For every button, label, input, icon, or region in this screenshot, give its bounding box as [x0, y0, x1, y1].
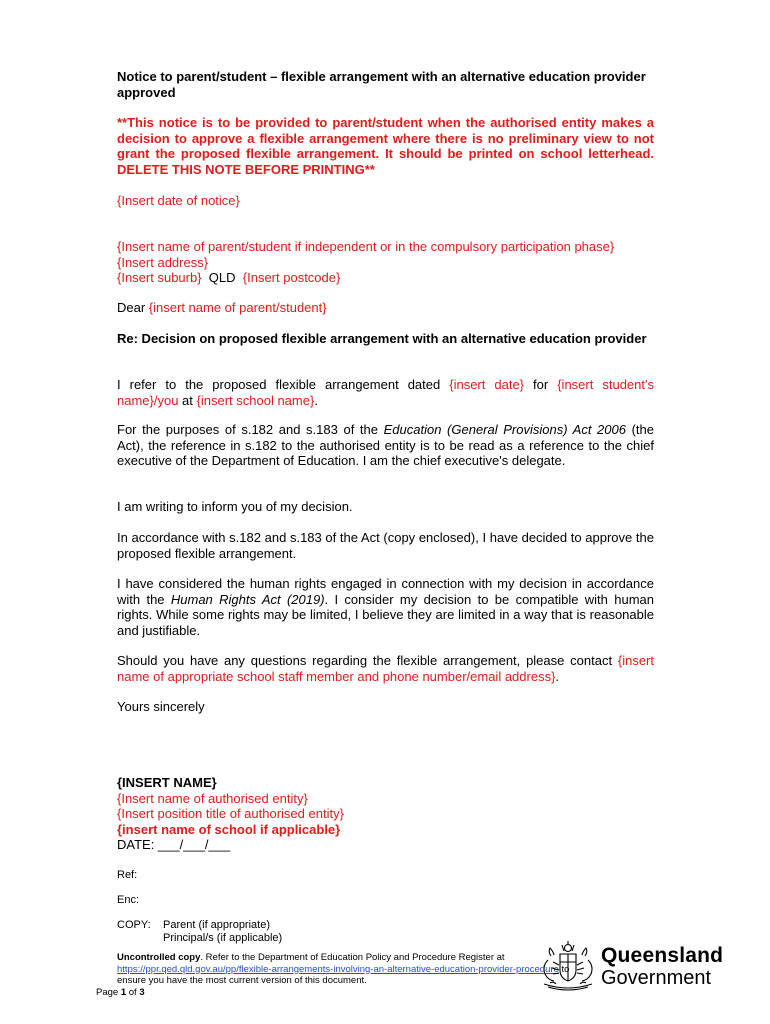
- copy-principal: Principal/s (if applicable): [163, 932, 283, 944]
- instruction-note: **This notice is to be provided to parent/student when the authorised entity makes a decision to approve a flexible arrangement where there is no preliminary view to not grant the proposed flexible arrangement. It should be printed on school letterhead. DELETE THIS NOTE BEFORE PRINTING**: [117, 115, 654, 177]
- salutation-prefix: Dear: [117, 300, 149, 315]
- para1-text: at: [178, 392, 197, 408]
- enc-label: Enc:: [117, 894, 140, 906]
- ppr-link[interactable]: https://ppr.qed.qld.gov.au/pp/flexible-arrangements-involving-an-alternative-education-provider-procedure: [117, 963, 559, 975]
- notice-title: Notice to parent/student – flexible arrangement with an alternative education provider approved: [117, 69, 646, 100]
- para1-text: I refer to the proposed flexible arrangement dated: [117, 377, 450, 392]
- insert-date-placeholder: {insert date}: [449, 377, 525, 392]
- recipient-name-placeholder: {Insert name of parent/student if independent or in the compulsory participation phase}: [117, 239, 615, 254]
- school-name-placeholder: {insert school name}: [196, 392, 315, 408]
- page-current: 1: [120, 987, 127, 998]
- para1-text: .: [314, 392, 318, 408]
- copy-parent: Parent (if appropriate): [163, 919, 270, 931]
- suburb-line: [117, 270, 654, 286]
- queensland-government-logo: [538, 940, 724, 994]
- footer-notice: [117, 952, 607, 987]
- re-heading: Re: Decision on proposed flexible arrangement with an alternative education provider: [117, 331, 647, 346]
- para6-text: Should you have any questions regarding the flexible arrangement, please contact: [117, 653, 618, 668]
- paragraph-4: In accordance with s.182 and s.183 of the Act (copy enclosed), I have decided to approve the proposed flexible arrangement.: [117, 530, 654, 561]
- postcode-placeholder: {Insert postcode}: [242, 270, 341, 285]
- para2-text: For the purposes of s.182 and s.183 of the: [117, 422, 384, 437]
- recipient-address-placeholder: {Insert address}: [117, 254, 209, 270]
- signature-block: [117, 775, 654, 853]
- date-line: DATE: ___/___/___: [117, 837, 231, 852]
- para6-text: .: [555, 668, 560, 684]
- copy-label: COPY:: [117, 919, 151, 931]
- act-title: Human Rights Act (2019): [170, 591, 325, 607]
- closing: Yours sincerely: [117, 699, 205, 714]
- para5-text: . I consider my decision to be compatible with human rights. While some rights may be limited, I believe they are limited in a way that is reasonable and justifiable.: [117, 591, 654, 638]
- recipient-address: [117, 239, 654, 286]
- logo-queensland-text: Queensland: [601, 944, 724, 967]
- footer-text: . Refer to the Department of Education Policy and Procedure Register at: [200, 952, 505, 963]
- footer-text: ensure you have the most current version of this document.: [117, 975, 367, 986]
- page-number: [96, 987, 145, 999]
- para5-text: I have considered the human rights engaged in connection with my decision in accordance with the: [117, 576, 654, 607]
- queensland-crest-icon: [538, 940, 598, 994]
- salutation: [117, 300, 654, 316]
- para2-text: (the Act), the reference in s.182 to the authorised entity is to be read as a reference to the chief executive of the Department of Education. I am the chief executive's delegate.: [117, 422, 654, 468]
- position-title-placeholder: {Insert position title of authorised entity}: [117, 806, 344, 821]
- page-total: 3: [139, 987, 145, 998]
- act-title: Education (General Provisions) Act 2006: [383, 422, 626, 437]
- signatory-name: {INSERT NAME}: [117, 775, 217, 790]
- ref-label: Ref:: [117, 869, 138, 881]
- uncontrolled-copy-label: Uncontrolled copy: [117, 952, 201, 963]
- page-of: of: [126, 987, 140, 998]
- paragraph-6: [117, 653, 654, 684]
- paragraph-3: I am writing to inform you of my decision.: [117, 499, 353, 514]
- logo-government-text: Government: [601, 967, 712, 989]
- contact-placeholder: {insert name of appropriate school staff member and phone number/email address}: [117, 653, 654, 684]
- school-placeholder: {insert name of school if applicable}: [117, 821, 341, 837]
- authorised-entity-placeholder: {Insert name of authorised entity}: [117, 790, 308, 806]
- suburb-placeholder: {Insert suburb}: [117, 270, 202, 285]
- student-name-placeholder: {insert student's name}/you: [117, 377, 654, 408]
- paragraph-1: [117, 377, 654, 408]
- salutation-name-placeholder: {insert name of parent/student}: [148, 300, 327, 315]
- footer-text: to: [558, 963, 570, 975]
- paragraph-5: [117, 576, 654, 638]
- para1-text: for: [524, 377, 558, 392]
- page-prefix: Page: [96, 987, 121, 998]
- paragraph-2: [117, 422, 654, 469]
- date-placeholder: {Insert date of notice}: [117, 193, 240, 208]
- state: QLD: [208, 270, 236, 285]
